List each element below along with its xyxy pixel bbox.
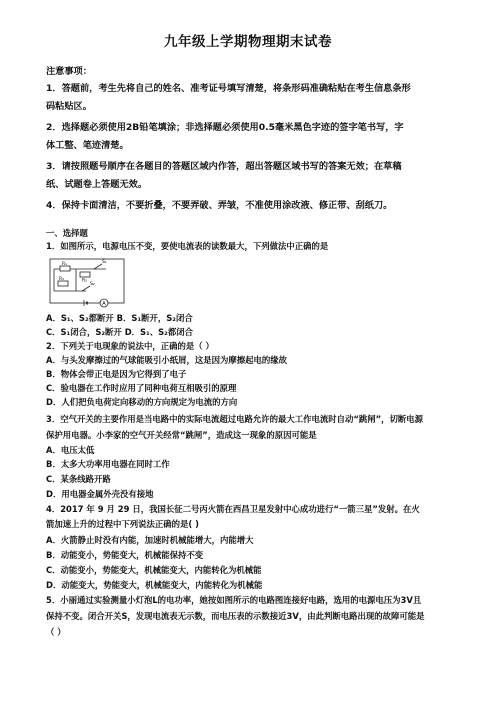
q5-stem: 5．小丽通过实验测量小灯泡L的电功率，她按如图所示的电路图连接好电路，选用的电源电压为3V且 [46,595,422,605]
resistor-r2 [80,272,90,277]
s1-label: S₁ [102,260,107,265]
page-title: 九年级上学期物理期末试卷 [164,34,332,50]
s2-label: S₂ [90,282,95,287]
q2-option: D．人们把负电荷定向移动的方向规定为电流的方向 [46,397,238,407]
q1-stem: 1．如图所示，电源电压不变，要使电流表的读数最大，下列做法中正确的是 [46,241,329,251]
q5-stem: （ ） [46,627,66,637]
q3-option: C．某条线路开路 [46,474,111,484]
circuit-diagram [46,256,128,308]
q3-option: D．用电器金属外壳没有接地 [46,489,154,499]
q2-option: B．物体会带正电是因为它得到了电子 [46,369,187,379]
q4-option: A．火箭静止时没有内能，加速时机械能增大，内能增大 [46,535,254,545]
q3-stem: 保护用电器。小李家的空气开关经常“跳闸”，造成这一现象的原因可能是 [46,430,317,440]
q3-option: B．太多大功率用电器在同时工作 [46,459,170,469]
q4-option: C．动能变小，势能变大，机械能变大，内能转化为机械能 [46,565,262,575]
q3-option: A．电压太低 [46,445,95,455]
q5-stem: 保持不变。闭合开关S，发现电流表无示数，而电压表的示数接近3V，由此判断电路出现的故障可能是 [46,611,425,621]
notice-line: 4．保持卡面清洁，不要折叠，不要弄破、弄皱，不准使用涂改液、修正带、刮纸刀。 [46,200,393,211]
q3-stem: 3．空气开关的主要作用是当电路中的实际电流超过电路允许的最大工作电流时自动“跳闸”，切断电源 [46,414,423,424]
r1-label: R₁ [62,262,67,267]
q4-option: B．动能变小，势能变大，机械能保持不变 [46,550,204,560]
q1-option: A．S₁、S₂都断开 B．S₁断开，S₂闭合 [46,313,193,323]
section-heading: 一、选择题 [46,228,88,238]
q4-option: D．动能变大，势能变大，机械能变大，内能转化为机械能 [46,580,263,590]
r3-label: R₃ [59,277,64,282]
notice-line: 体工整、笔迹清楚。 [46,140,129,151]
q1-option: C．S₁闭合，S₂断开 D．S₁、S₂都闭合 [46,327,193,337]
notice-line: 2．选择题必须使用2B铅笔填涂；非选择题必须使用0.5毫米黑色字迹的签字笔书写，字 [46,122,404,133]
switch-s1 [94,264,102,269]
switch-s2 [82,286,90,291]
ammeter-label: A [102,301,106,307]
q4-stem: 箭加速上升的过程中下列说法正确的是( ) [46,519,199,529]
notice-line: 纸、试题卷上答题无效。 [46,179,148,190]
r2-label: R₂ [82,278,87,284]
notice-heading: 注意事项： [46,66,92,77]
q4-stem: 4．2017 年 9 月 29 日，我国长征二号丙火箭在西昌卫星发射中心成功进行“一箭三星”发射。在火 [46,504,420,514]
q2-stem: 2．下列关于电现象的说法中，正确的是（ ） [46,341,214,351]
notice-line: 3．请按照题号顺序在各题目的答题区域内作答，超出答题区域书写的答案无效；在草稿 [46,161,402,172]
notice-line: 1．答题前，考生先将自己的姓名、准考证号填写清楚，将条形码准确粘贴在考生信息条形 [46,83,411,94]
q2-option: A．与头发摩擦过的气球能吸引小纸屑，这是因为摩擦起电的缘故 [46,355,287,365]
notice-line: 码粘贴区。 [46,101,92,112]
q2-option: C．验电器在工作时应用了同种电荷互相吸引的原理 [46,383,237,393]
